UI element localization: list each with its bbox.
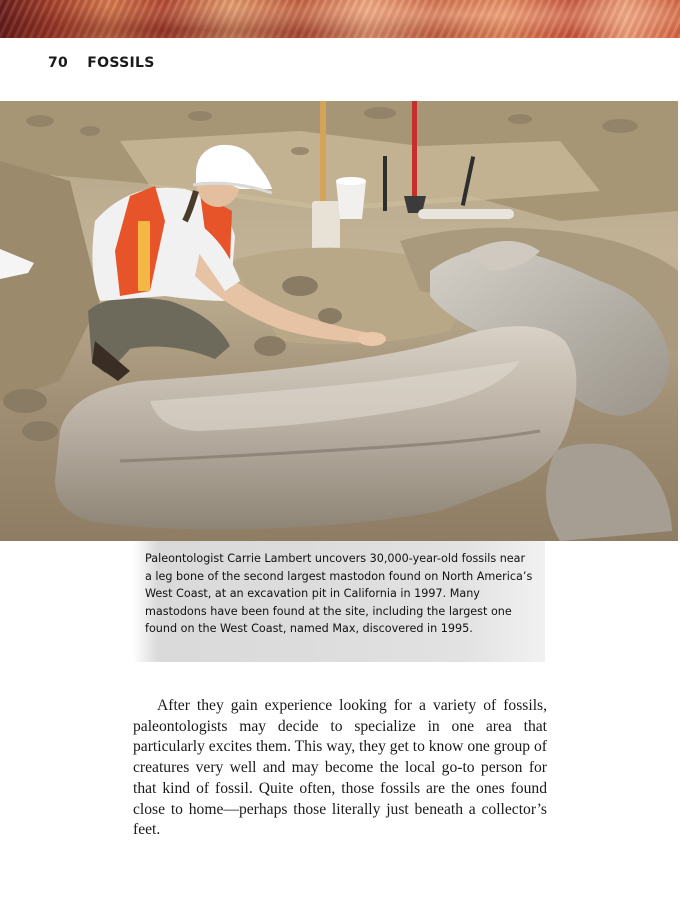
caption-text: Paleontologist Carrie Lambert uncovers 30,000-year-old fossils near a leg bone of the second largest mastodon found on North America’s West Coast, at an excavation pit in California in 1997. Many mastodons have been found at the site, including the largest one found on the West Coast, named Max, discovered in 1995.	[145, 552, 533, 636]
section-title: FOSSILS	[87, 55, 155, 71]
running-head	[48, 55, 155, 71]
body-paragraph: After they gain experience looking for a variety of fossils, paleontologists may decide to specialize in one area that particularly excites them. This way, they get to know one group of creatures very well and may become the local go-to person for that kind of fossil. Quite often, those fossils are the ones found close to home—perhaps those literally just beneath a collector’s feet.	[133, 697, 547, 839]
excavation-photo	[0, 101, 678, 541]
page-number: 70	[48, 55, 69, 71]
decorative-banner	[0, 0, 680, 38]
figure-caption	[133, 541, 545, 662]
